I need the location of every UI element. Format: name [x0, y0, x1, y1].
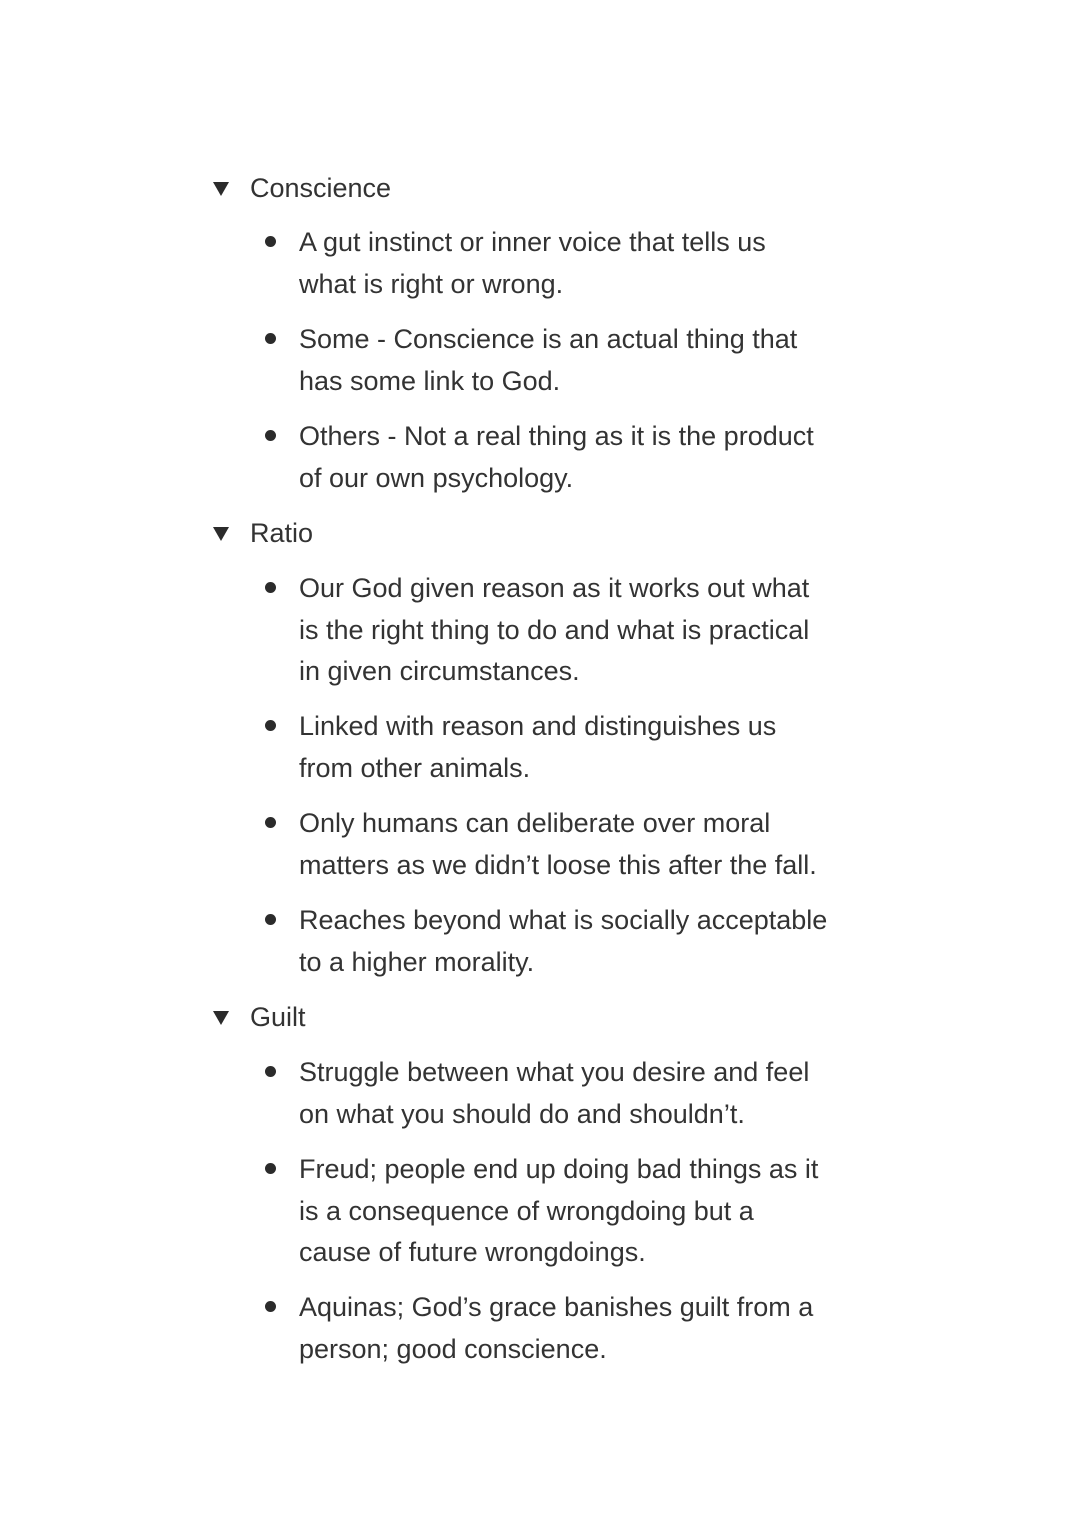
bullet-text: Only humans can deliberate over moral matters as we didn’t loose this after the fall. [299, 808, 817, 880]
bullet-icon [265, 1301, 276, 1312]
bullet-text: Others - Not a real thing as it is the product of our own psychology. [299, 421, 814, 493]
bullet-icon [265, 430, 276, 441]
collapse-triangle-icon[interactable] [213, 1011, 229, 1025]
collapse-triangle-icon[interactable] [213, 527, 229, 541]
section-heading: Ratio [250, 518, 314, 548]
section-heading: Conscience [250, 173, 392, 203]
bullet-icon [265, 582, 276, 593]
bullet-icon [265, 720, 276, 731]
bullet-text: Our God given reason as it works out what is the right thing to do and what is practical in given circumstances. [299, 573, 810, 686]
section-heading: Guilt [250, 1002, 306, 1032]
bullet-text: A gut instinct or inner voice that tells us what is right or wrong. [299, 227, 766, 299]
bullet-icon [265, 1066, 276, 1077]
bullet-text: Linked with reason and distinguishes us from other animals. [299, 711, 777, 783]
bullet-text: Freud; people end up doing bad things as it is a consequence of wrongdoing but a cause of future wrongdoings. [299, 1154, 819, 1267]
toggle-conscience[interactable] [210, 168, 910, 208]
bullet-text: Struggle between what you desire and feel on what you should do and shouldn’t. [299, 1057, 810, 1129]
bullet-text: Some - Conscience is an actual thing that has some link to God. [299, 324, 798, 396]
collapse-triangle-icon[interactable] [213, 182, 229, 196]
toggle-ratio[interactable] [210, 513, 910, 553]
bullet-icon [265, 914, 276, 925]
bullet-text: Reaches beyond what is socially acceptable to a higher morality. [299, 905, 828, 977]
bullet-icon [265, 333, 276, 344]
bullet-icon [265, 1163, 276, 1174]
bullet-icon [265, 817, 276, 828]
bullet-icon [265, 236, 276, 247]
toggle-guilt[interactable] [210, 997, 910, 1037]
bullet-text: Aquinas; God’s grace banishes guilt from a person; good conscience. [299, 1292, 814, 1364]
